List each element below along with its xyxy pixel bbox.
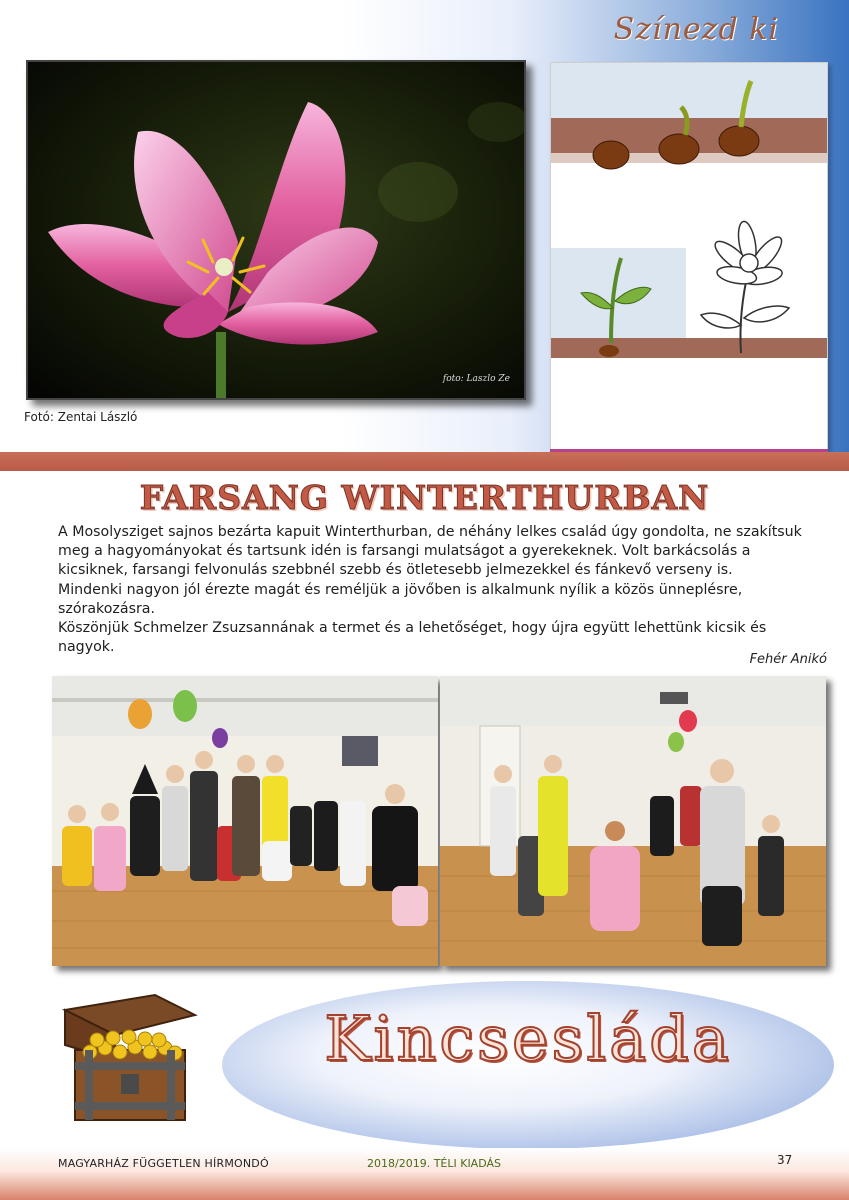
photo-caption: Fotó: Zentai László [24,410,138,424]
tulip-photo [26,60,526,400]
footer-edition: 2018/2019. TÉLI KIADÁS [367,1157,501,1170]
dance-circle-image [440,676,826,966]
seed-growth-illustration [551,63,827,449]
banner-title: Kincsesláda [324,1002,732,1075]
treasure-chest-icon [55,990,205,1130]
article-paragraph: Mindenki nagyon jól érezte magát és reméljük a jövőben is alkalmunk nyílik a közös ünneplésre, szórakozásra. [58,581,743,617]
page-number: 37 [777,1153,793,1167]
article-paragraph: A Mosolysziget sajnos bezárta kapuit Winterthurban, de néhány lelkes család úgy gondolta, ne szakítsuk meg a hagyományokat és tartsunk idén is farsangi mulatságot a gyerekeknek. Volt barkácsolás a kicsiknek, farsangi felvonulás szebbnél szebb és ötletesebb jelmezekkel és fánkevő verseny is. [58,524,802,579]
article-body [58,523,818,657]
treasure-chest-image [55,990,205,1130]
section-title: Színezd ki [613,12,779,47]
page-footer [0,1148,849,1200]
photo-signature: foto: Laszlo Ze [442,374,510,384]
section-divider-band [0,452,849,471]
article-title: FARSANG WINTERTHURBAN [139,478,710,517]
tulip-image [28,62,524,398]
article-author: Fehér Anikó [749,652,827,667]
coloring-drawing [550,62,828,450]
article-paragraph: Köszönjük Schmelzer Zsuzsannának a termet és a lehetőséget, hogy újra együtt lehettünk kicsik és nagyok. [58,620,767,656]
footer-publication: MAGYARHÁZ FÜGGETLEN HÍRMONDÓ [58,1157,269,1170]
party-photo-right [440,676,826,966]
costume-group-image [52,676,438,966]
party-photo-left [52,676,438,966]
